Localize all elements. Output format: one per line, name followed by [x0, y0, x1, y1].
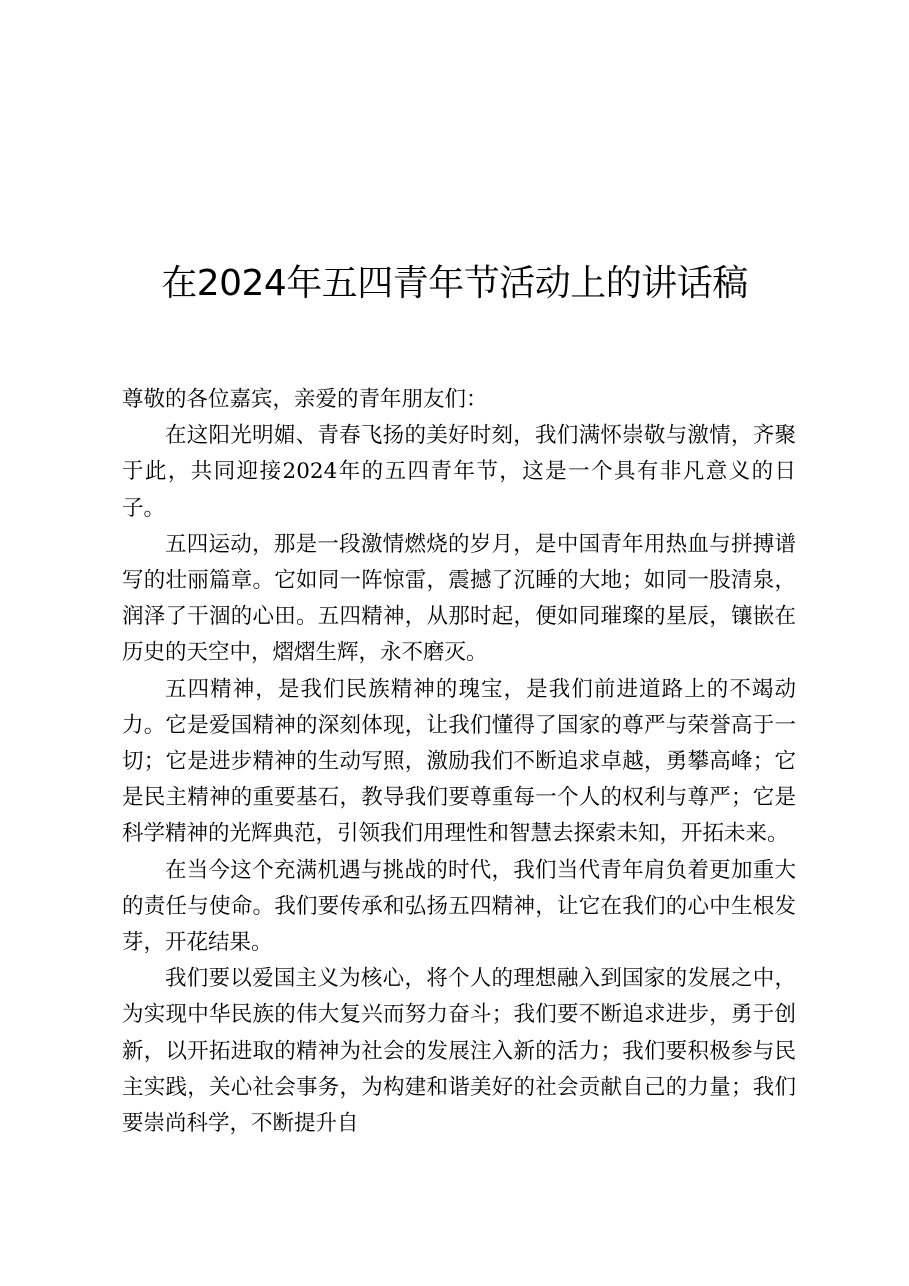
- paragraph: 五四运动，那是一段激情燃烧的岁月，是中国青年用热血与拼搏谱写的壮丽篇章。它如同一阵惊雷，震撼了沉睡的大地；如同一股清泉，润泽了干涸的心田。五四精神，从那时起，便如同璀璨的星辰，镶嵌在历史的天空中，熠熠生辉，永不磨灭。: [122, 531, 796, 666]
- paragraph: 在当今这个充满机遇与挑战的时代，我们当代青年肩负着更加重大的责任与使命。我们要传承和弘扬五四精神，让它在我们的心中生根发芽，开花结果。: [122, 857, 796, 956]
- paragraph: 在这阳光明媚、青春飞扬的美好时刻，我们满怀崇敬与激情，齐聚于此，共同迎接2024年的五四青年节，这是一个具有非凡意义的日子。: [122, 423, 796, 521]
- document-body: [122, 382, 796, 1142]
- salutation: 尊敬的各位嘉宾，亲爱的青年朋友们：: [122, 387, 488, 412]
- paragraph: 我们要以爱国主义为核心，将个人的理想融入到国家的发展之中，为实现中华民族的伟大复兴而努力奋斗；我们要不断追求进步，勇于创新，以开拓进取的精神为社会的发展注入新的活力；我们要积极参与民主实践，关心社会事务，为构建和谐美好的社会贡献自己的力量；我们要崇尚科学，不断提升自: [122, 966, 796, 1137]
- paragraph: 五四精神，是我们民族精神的瑰宝，是我们前进道路上的不竭动力。它是爱国精神的深刻体现，让我们懂得了国家的尊严与荣誉高于一切；它是进步精神的生动写照，激励我们不断追求卓越，勇攀高峰；它是民主精神的重要基石，教导我们要尊重每一个人的权利与尊严；它是科学精神的光辉典范，引领我们用理性和智慧去探索未知，开拓未来。: [122, 676, 796, 847]
- document-title: 在2024年五四青年节活动上的讲话稿: [161, 263, 748, 304]
